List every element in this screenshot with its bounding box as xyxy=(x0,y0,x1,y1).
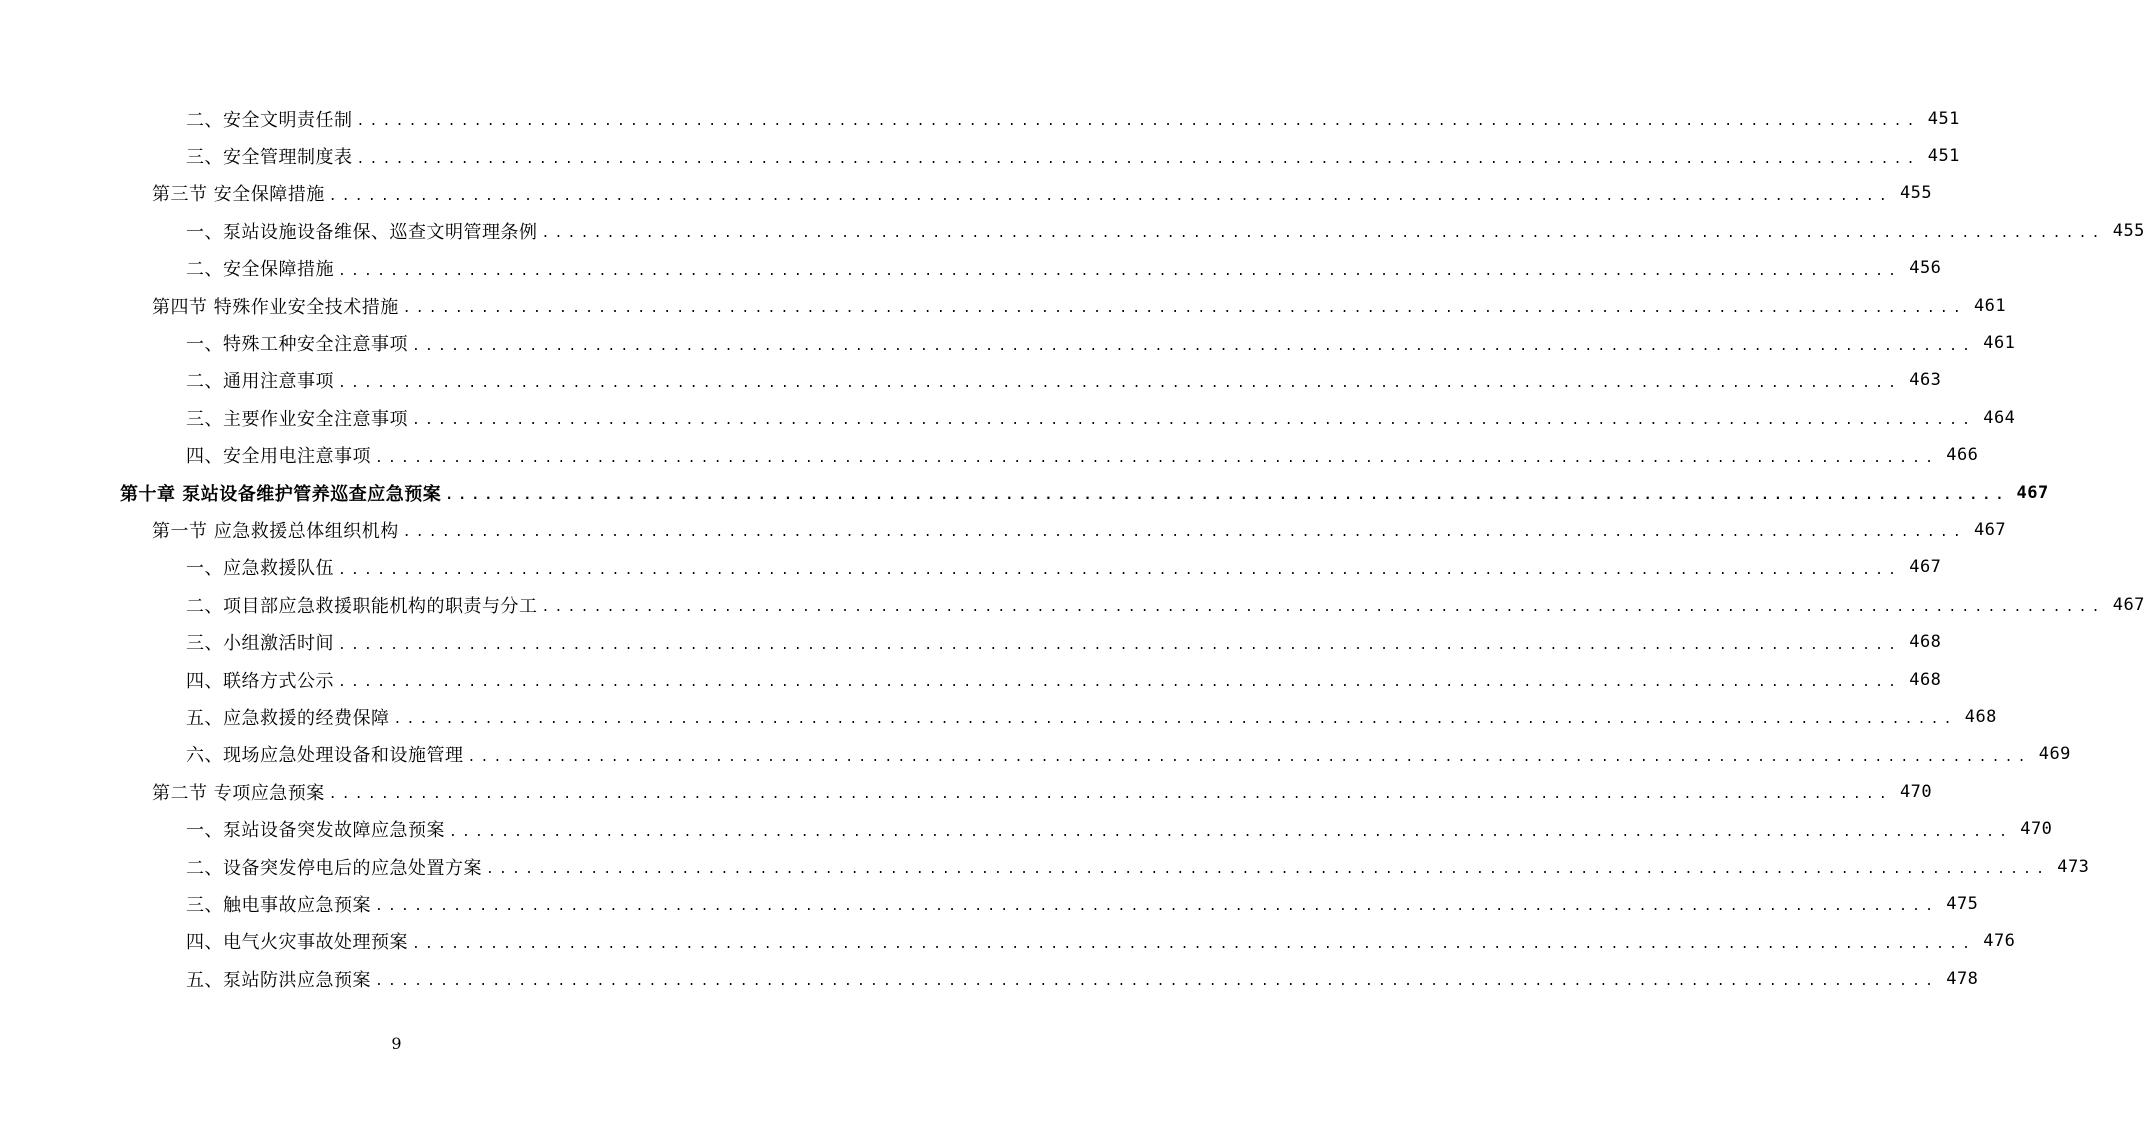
dot-leader: ........................................................................................................................ xyxy=(393,712,1957,728)
toc-entry-page: 455 xyxy=(1899,183,1933,204)
toc-entry-page: 461 xyxy=(1973,295,2007,316)
toc-subsection-entry[interactable] xyxy=(0,250,1942,287)
dot-leader: ........................................................................................................................ xyxy=(375,974,1939,990)
toc-entry-page: 478 xyxy=(1946,968,1979,989)
dot-leader: ........................................................................................................................ xyxy=(356,114,1920,130)
toc-entry-page: 466 xyxy=(1946,445,1979,466)
toc-entry-title: 三、主要作业安全注意事项 xyxy=(186,405,412,431)
dot-leader: ........................................................................................................................ xyxy=(328,787,1892,803)
toc-entry-page: 455 xyxy=(2112,220,2145,241)
toc-section-entry[interactable] xyxy=(0,773,1933,810)
toc-section-entry[interactable] xyxy=(0,287,2007,324)
toc-subsection-entry[interactable] xyxy=(0,661,1942,698)
dot-leader: ........................................................................................................................ xyxy=(449,824,2013,840)
dot-leader: ........................................................................................................................ xyxy=(338,375,1902,391)
dot-leader: ........................................................................................................................ xyxy=(375,899,1939,915)
toc-subsection-entry[interactable] xyxy=(0,623,1942,660)
dot-leader: ........................................................................................................................ xyxy=(338,675,1902,691)
toc-entry-page: 468 xyxy=(1909,669,1942,690)
toc-section-entry[interactable] xyxy=(0,511,2007,548)
dot-leader: ........................................................................................................................ xyxy=(375,450,1939,466)
dot-leader: ........................................................................................................................ xyxy=(338,637,1902,653)
dot-leader: ........................................................................................................................ xyxy=(402,525,1966,541)
toc-entry-page: 468 xyxy=(1909,632,1942,653)
toc-entry-page: 475 xyxy=(1946,893,1979,914)
toc-entry-title: 四、联络方式公示 xyxy=(186,667,338,693)
toc-entry-page: 456 xyxy=(1909,258,1942,279)
toc-subsection-entry[interactable] xyxy=(0,399,2016,436)
toc-entry-page: 470 xyxy=(2020,819,2053,840)
toc-subsection-entry[interactable] xyxy=(0,549,1942,586)
toc-subsection-entry[interactable] xyxy=(0,848,2090,885)
dot-leader: ........................................................................................................................ xyxy=(486,862,2050,877)
toc-entry-title: 一、应急救援队伍 xyxy=(186,554,338,580)
toc-entry-page: 468 xyxy=(1964,706,1997,727)
toc-entry-page: 470 xyxy=(1899,781,1933,802)
toc-chapter-entry[interactable] xyxy=(0,474,2049,511)
toc-entry-page: 451 xyxy=(1927,146,1960,167)
dot-leader: ........................................................................................................................ xyxy=(541,600,2105,616)
dot-leader: ........................................................................................................................ xyxy=(402,301,1966,317)
toc-entry-title: 四、电气火灾事故处理预案 xyxy=(186,928,412,954)
toc-subsection-entry[interactable] xyxy=(0,736,2071,773)
toc-subsection-entry[interactable] xyxy=(0,324,2016,361)
toc-subsection-entry[interactable] xyxy=(0,137,1960,174)
dot-leader: ........................................................................................................................ xyxy=(412,413,1976,429)
toc-subsection-entry[interactable] xyxy=(0,810,2053,847)
page-number: 9 xyxy=(391,1034,402,1053)
toc-entry-page: 467 xyxy=(2016,482,2049,503)
toc-entry-page: 467 xyxy=(1909,557,1942,578)
dot-leader: ........................................................................................................................ xyxy=(412,936,1976,952)
dot-leader: ........................................................................................................................ xyxy=(412,338,1976,354)
toc-entry-page: 463 xyxy=(1909,370,1942,391)
toc-entry-title: 三、触电事故应急预案 xyxy=(186,891,375,917)
toc-subsection-entry[interactable] xyxy=(0,212,2145,249)
toc-section-entry[interactable] xyxy=(0,175,1933,212)
toc-entry-title: 第十章 泵站设备维护管养巡查应急预案 xyxy=(120,480,445,506)
toc-entry-title: 第四节 特殊作业安全技术措施 xyxy=(152,293,403,319)
dot-leader: ........................................................................................................................ xyxy=(328,188,1892,204)
toc-entry-title: 第三节 安全保障措施 xyxy=(152,180,329,206)
toc-entry-page: 464 xyxy=(1983,407,2016,428)
toc-entry-page: 476 xyxy=(1983,931,2016,952)
toc-entry-title: 第一节 应急救援总体组织机构 xyxy=(152,517,403,543)
toc-entry-title: 二、项目部应急救援职能机构的职责与分工 xyxy=(186,592,542,618)
toc-entry-title: 三、安全管理制度表 xyxy=(186,143,357,169)
toc-entry-page: 473 xyxy=(2057,856,2090,877)
toc-entry-page: 461 xyxy=(1983,333,2016,354)
toc-subsection-entry[interactable] xyxy=(0,923,2016,960)
dot-leader: ........................................................................................................................ xyxy=(338,562,1902,578)
toc-entry-title: 二、安全保障措施 xyxy=(186,255,338,281)
toc-subsection-entry[interactable] xyxy=(0,885,1979,922)
toc-subsection-entry[interactable] xyxy=(0,586,2145,623)
toc-entry-title: 一、泵站设施设备维保、巡查文明管理条例 xyxy=(186,218,542,244)
dot-leader: ........................................................................................................................ xyxy=(467,749,2031,765)
toc-entry-title: 五、应急救援的经费保障 xyxy=(186,704,394,730)
dot-leader: ........................................................................................................................ xyxy=(445,488,2009,504)
dot-leader: ........................................................................................................................ xyxy=(356,151,1920,167)
toc-entry-page: 467 xyxy=(2112,594,2145,615)
toc-subsection-entry[interactable] xyxy=(0,960,1979,997)
table-of-contents xyxy=(0,100,2145,997)
dot-leader: ........................................................................................................................ xyxy=(541,226,2105,242)
toc-subsection-entry[interactable] xyxy=(0,698,1997,735)
toc-entry-title: 五、泵站防洪应急预案 xyxy=(186,966,375,992)
toc-entry-title: 第二节 专项应急预案 xyxy=(152,779,329,805)
toc-entry-title: 六、现场应急处理设备和设施管理 xyxy=(186,741,468,767)
toc-entry-page: 451 xyxy=(1927,108,1960,129)
toc-entry-title: 一、泵站设备突发故障应急预案 xyxy=(186,816,449,842)
toc-subsection-entry[interactable] xyxy=(0,437,1979,474)
toc-entry-title: 二、安全文明责任制 xyxy=(186,106,357,132)
toc-entry-title: 四、安全用电注意事项 xyxy=(186,442,375,468)
toc-subsection-entry[interactable] xyxy=(0,362,1942,399)
toc-entry-page: 469 xyxy=(2038,744,2071,765)
toc-entry-page: 467 xyxy=(1973,519,2007,540)
dot-leader: ........................................................................................................................ xyxy=(338,263,1902,279)
toc-entry-title: 三、小组激活时间 xyxy=(186,629,338,655)
toc-entry-title: 一、特殊工种安全注意事项 xyxy=(186,330,412,356)
toc-entry-title: 二、设备突发停电后的应急处置方案 xyxy=(186,854,486,880)
toc-entry-title: 二、通用注意事项 xyxy=(186,367,338,393)
toc-subsection-entry[interactable] xyxy=(0,100,1960,137)
